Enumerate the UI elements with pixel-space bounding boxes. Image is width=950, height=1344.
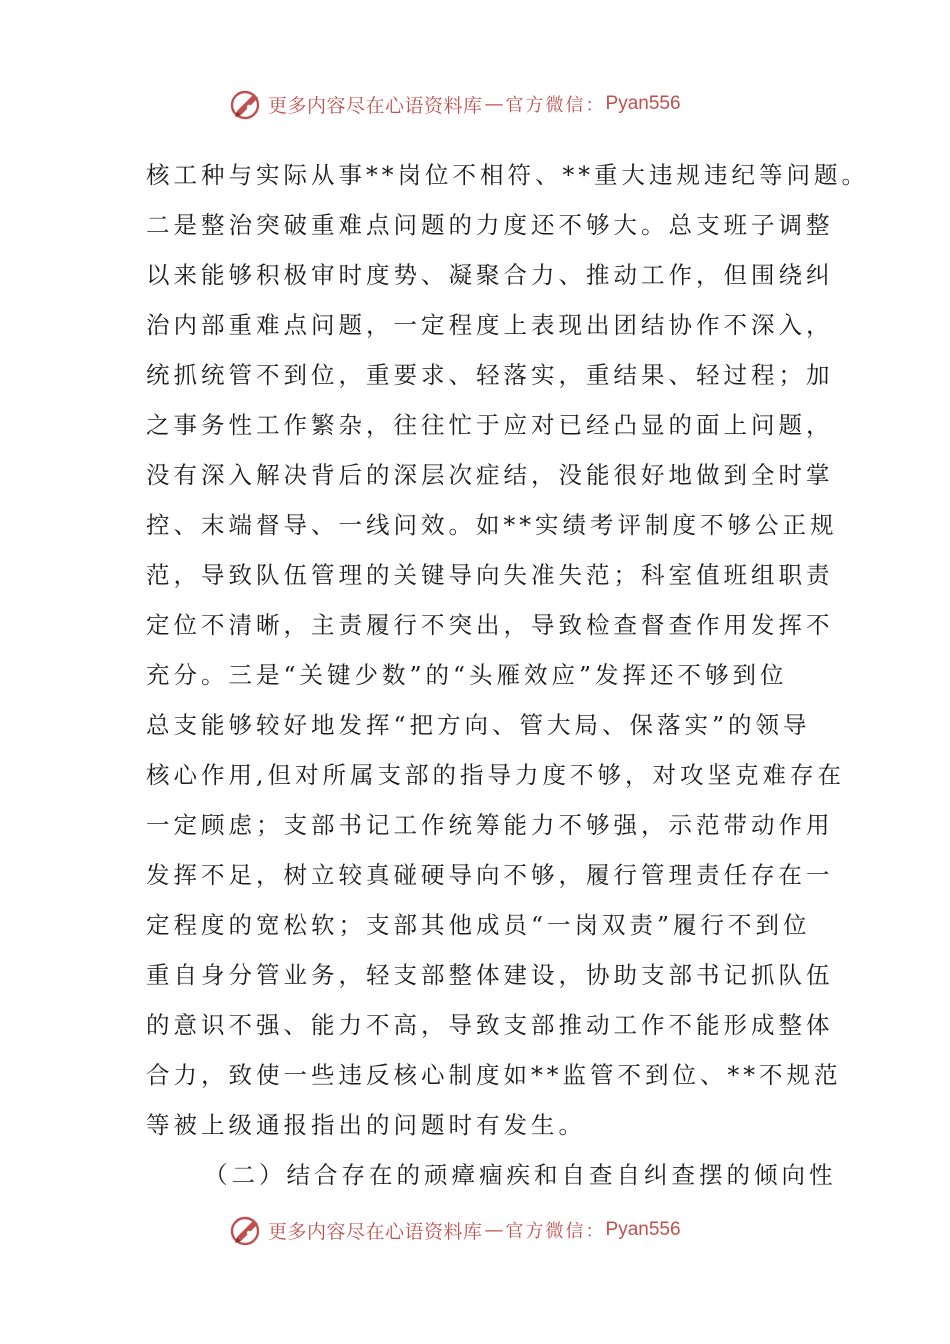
text-line: 之事务性工作繁杂，往往忙于应对已经凸显的面上问题， bbox=[146, 411, 834, 439]
text-line: 控、末端督导、一线问效。如**实绩考评制度不够公正规 bbox=[146, 511, 838, 539]
document-body bbox=[146, 150, 869, 1200]
brand-text: 更多内容尽在心语资料库 bbox=[268, 1220, 483, 1243]
text-line: 统抓统管不到位，重要求、轻落实，重结果、轻过程；加 bbox=[146, 361, 834, 389]
text-line: 重自身分管业务，轻支部整体建设，协助支部书记抓队伍 bbox=[146, 961, 834, 989]
pen-logo-icon bbox=[228, 86, 264, 122]
text-line: 的意识不强、能力不高，导致支部推动工作不能形成整体 bbox=[146, 1011, 834, 1039]
pen-logo-icon bbox=[228, 1212, 264, 1248]
text-line: 合力，致使一些违反核心制度如**监管不到位、**不规范 bbox=[146, 1061, 842, 1089]
text-line: 定程度的宽松软；支部其他成员“一岗双责”履行不到位 bbox=[146, 911, 811, 939]
brand-dash: — bbox=[484, 93, 504, 115]
header-watermark-banner bbox=[228, 84, 728, 124]
text-line: 二是整治突破重难点问题的力度还不够大。总支班子调整 bbox=[146, 211, 834, 239]
section-heading-line: （二）结合存在的顽瘴痼疾和自查自纠查摆的倾向性 bbox=[204, 1161, 837, 1189]
wechat-id: Pyan556 bbox=[605, 93, 681, 114]
text-line: 总支能够较好地发挥“把方向、管大局、保落实”的领导 bbox=[146, 711, 811, 739]
wechat-id: Pyan556 bbox=[605, 1219, 681, 1240]
text-line: 范，导致队伍管理的关键导向失准失范；科室值班组职责 bbox=[146, 561, 834, 589]
text-line: 治内部重难点问题，一定程度上表现出团结协作不深入， bbox=[146, 311, 834, 339]
text-line: 核工种与实际从事**岗位不相符、**重大违规违纪等问题。 bbox=[146, 161, 869, 189]
text-line: 等被上级通报指出的问题时有发生。 bbox=[146, 1111, 586, 1139]
official-wechat-label: 官方微信： bbox=[505, 1221, 606, 1242]
official-wechat-label: 官方微信： bbox=[505, 95, 606, 116]
text-line: 核心作用,但对所属支部的指导力度不够，对攻坚克难存在 bbox=[146, 761, 845, 789]
footer-watermark-banner bbox=[228, 1210, 728, 1250]
brand-dash: — bbox=[484, 1219, 504, 1241]
text-line: 以来能够积极审时度势、凝聚合力、推动工作，但围绕纠 bbox=[146, 261, 834, 289]
brand-text: 更多内容尽在心语资料库 bbox=[268, 94, 483, 117]
text-line: 一定顾虑；支部书记工作统筹能力不够强，示范带动作用 bbox=[146, 811, 834, 839]
text-line: 定位不清晰，主责履行不突出，导致检查督查作用发挥不 bbox=[146, 611, 834, 639]
text-line: 没有深入解决背后的深层次症结，没能很好地做到全时掌 bbox=[146, 461, 834, 489]
text-line: 发挥不足，树立较真碰硬导向不够，履行管理责任存在一 bbox=[146, 861, 834, 889]
text-line: 充分。三是“关键少数”的“头雁效应”发挥还不够到位 bbox=[146, 661, 788, 689]
